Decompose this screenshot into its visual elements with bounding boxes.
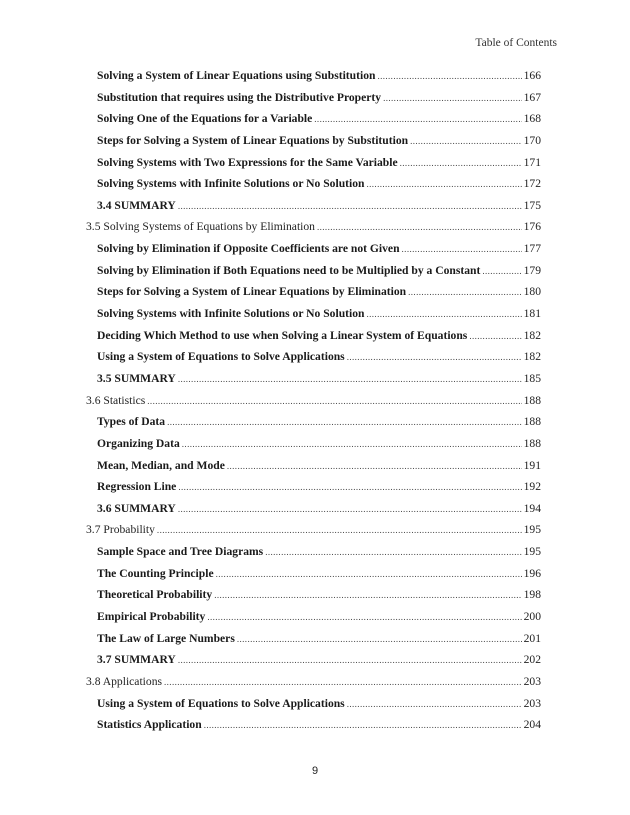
toc-entry-page: 196 <box>523 566 541 580</box>
toc-entry-title: Organizing Data <box>97 436 180 450</box>
toc-entry-page: 167 <box>523 90 541 104</box>
dot-leader <box>237 634 522 644</box>
dot-leader <box>410 136 522 146</box>
dot-leader <box>157 525 522 535</box>
toc-subsection-entry[interactable] <box>86 307 541 329</box>
dot-leader <box>178 482 521 492</box>
dot-leader <box>182 439 522 449</box>
dot-leader <box>178 201 522 211</box>
toc-subsection-entry[interactable] <box>86 610 541 632</box>
toc-subsection-entry[interactable] <box>86 697 541 719</box>
toc-entry-title: The Law of Large Numbers <box>97 631 235 645</box>
toc-section-entry[interactable] <box>86 394 541 416</box>
toc-entry-page: 180 <box>523 285 541 299</box>
dot-leader <box>227 461 522 471</box>
toc-entry-title: Solving Systems with Infinite Solutions or No Solution <box>97 307 365 321</box>
toc-entry-page: 182 <box>523 328 541 342</box>
dot-leader <box>317 222 522 232</box>
toc-entry-title: Empirical Probability <box>97 610 206 624</box>
toc-entry-title: 3.8 Applications <box>86 674 162 688</box>
toc-entry-page: 188 <box>523 393 541 407</box>
dot-leader <box>147 396 521 406</box>
toc-entry-page: 198 <box>523 588 541 602</box>
toc-entry-page: 195 <box>523 523 541 537</box>
toc-entry-title: Statistics Application <box>97 718 202 732</box>
toc-entry-page: 168 <box>523 112 541 126</box>
dot-leader <box>402 244 522 254</box>
toc-entry-title: Types of Data <box>97 415 166 429</box>
toc-entry-page: 172 <box>523 177 541 191</box>
dot-leader <box>164 677 522 687</box>
toc-subsection-entry[interactable] <box>86 199 541 221</box>
toc-subsection-entry[interactable] <box>86 69 541 91</box>
toc-entry-title: 3.4 SUMMARY <box>97 198 176 212</box>
toc-subsection-entry[interactable] <box>86 91 541 113</box>
dot-leader <box>265 547 521 557</box>
toc-entry-page: 176 <box>523 220 541 234</box>
toc-subsection-entry[interactable] <box>86 134 541 156</box>
dot-leader <box>347 352 522 362</box>
toc-subsection-entry[interactable] <box>86 329 541 351</box>
toc-subsection-entry[interactable] <box>86 350 541 372</box>
toc-subsection-entry[interactable] <box>86 459 541 481</box>
toc-entry-title: Sample Space and Tree Diagrams <box>97 545 264 559</box>
toc-entry-title: Solving Systems with Two Expressions for the Same Variable <box>97 155 398 169</box>
dot-leader <box>366 309 521 319</box>
toc-entry-page: 181 <box>523 307 541 321</box>
toc-subsection-entry[interactable] <box>86 480 541 502</box>
toc-section-entry[interactable] <box>86 675 541 697</box>
dot-leader <box>167 417 522 427</box>
toc-subsection-entry[interactable] <box>86 653 541 675</box>
toc-entry-title: Mean, Median, and Mode <box>97 458 225 472</box>
toc-entry-page: 166 <box>523 69 541 82</box>
toc-subsection-entry[interactable] <box>86 372 541 394</box>
dot-leader <box>347 699 522 709</box>
toc-entry-page: 204 <box>523 718 541 732</box>
dot-leader <box>214 590 521 600</box>
toc-entry-page: 182 <box>523 350 541 364</box>
toc-subsection-entry[interactable] <box>86 567 541 589</box>
toc-entry-title: 3.6 SUMMARY <box>97 501 176 515</box>
toc-entry-title: Using a System of Equations to Solve Applications <box>97 696 345 710</box>
toc-entry-page: 201 <box>523 631 541 645</box>
dot-leader <box>207 612 521 622</box>
dot-leader <box>178 504 522 514</box>
toc-entry-page: 179 <box>523 263 541 277</box>
toc-entry-title: Deciding Which Method to use when Solving a Linear System of Equations <box>97 328 468 342</box>
toc-entry-page: 192 <box>523 480 541 494</box>
toc-entry-title: 3.5 SUMMARY <box>97 371 176 385</box>
toc-subsection-entry[interactable] <box>86 285 541 307</box>
toc-entry-page: 203 <box>523 674 541 688</box>
toc-entry-title: The Counting Principle <box>97 566 214 580</box>
toc-entry-title: Using a System of Equations to Solve Applications <box>97 350 345 364</box>
toc-entry-title: Theoretical Probability <box>97 588 213 602</box>
toc-entry-page: 203 <box>523 696 541 710</box>
toc-entry-title: Solving One of the Equations for a Variable <box>97 112 313 126</box>
dot-leader <box>383 93 522 103</box>
toc-entry-title: Substitution that requires using the Distributive Property <box>97 90 382 104</box>
toc-section-entry[interactable] <box>86 523 541 545</box>
dot-leader <box>469 331 521 341</box>
toc-subsection-entry[interactable] <box>86 112 541 134</box>
toc-entry-title: 3.6 Statistics <box>86 393 146 407</box>
dot-leader <box>408 287 521 297</box>
dot-leader <box>204 720 522 730</box>
toc-subsection-entry[interactable] <box>86 502 541 524</box>
toc-entry-title: Solving by Elimination if Opposite Coefficients are not Given <box>97 242 400 256</box>
dot-leader <box>377 71 521 81</box>
toc-subsection-entry[interactable] <box>86 545 541 567</box>
toc-entry-title: 3.7 SUMMARY <box>97 653 176 667</box>
toc-entry-page: 188 <box>523 415 541 429</box>
dot-leader <box>178 374 522 384</box>
toc-entry-title: Solving Systems with Infinite Solutions or No Solution <box>97 177 365 191</box>
dot-leader <box>482 266 521 276</box>
toc-subsection-entry[interactable] <box>86 264 541 286</box>
toc-entry-page: 200 <box>523 610 541 624</box>
toc-entry-page: 171 <box>523 155 541 169</box>
toc-entry-title: Solving a System of Linear Equations using Substitution <box>97 69 376 82</box>
toc-entry-title: Regression Line <box>97 480 177 494</box>
toc-entry-page: 177 <box>523 242 541 256</box>
dot-leader <box>400 158 522 168</box>
page-number: 9 <box>311 765 319 777</box>
toc-entry-title: Solving by Elimination if Both Equations need to be Multiplied by a Constant <box>97 263 481 277</box>
dot-leader <box>366 179 521 189</box>
toc-entry-title: 3.5 Solving Systems of Equations by Elimination <box>86 220 315 234</box>
toc-entry-title: Steps for Solving a System of Linear Equations by Substitution <box>97 133 409 147</box>
running-head: Table of Contents <box>475 37 557 49</box>
dot-leader <box>178 655 522 665</box>
toc-subsection-entry[interactable] <box>86 632 541 654</box>
toc-subsection-entry[interactable] <box>86 415 541 437</box>
toc-entry-page: 194 <box>523 501 541 515</box>
toc-subsection-entry[interactable] <box>86 437 541 459</box>
toc-entry-page: 191 <box>523 458 541 472</box>
toc-entry-page: 185 <box>523 371 541 385</box>
toc-entry-title: 3.7 Probability <box>86 523 155 537</box>
toc-section-entry[interactable] <box>86 220 541 242</box>
toc-subsection-entry[interactable] <box>86 242 541 264</box>
toc-entry-page: 202 <box>523 653 541 667</box>
toc-entry-page: 195 <box>523 545 541 559</box>
toc-subsection-entry[interactable] <box>86 718 541 740</box>
toc-subsection-entry[interactable] <box>86 177 541 199</box>
toc-entry-page: 170 <box>523 133 541 147</box>
table-of-contents <box>86 69 541 740</box>
toc-entry-page: 188 <box>523 436 541 450</box>
dot-leader <box>216 569 522 579</box>
toc-subsection-entry[interactable] <box>86 588 541 610</box>
toc-entry-page: 175 <box>523 198 541 212</box>
toc-entry-title: Steps for Solving a System of Linear Equations by Elimination <box>97 285 407 299</box>
toc-subsection-entry[interactable] <box>86 156 541 178</box>
dot-leader <box>314 114 521 124</box>
